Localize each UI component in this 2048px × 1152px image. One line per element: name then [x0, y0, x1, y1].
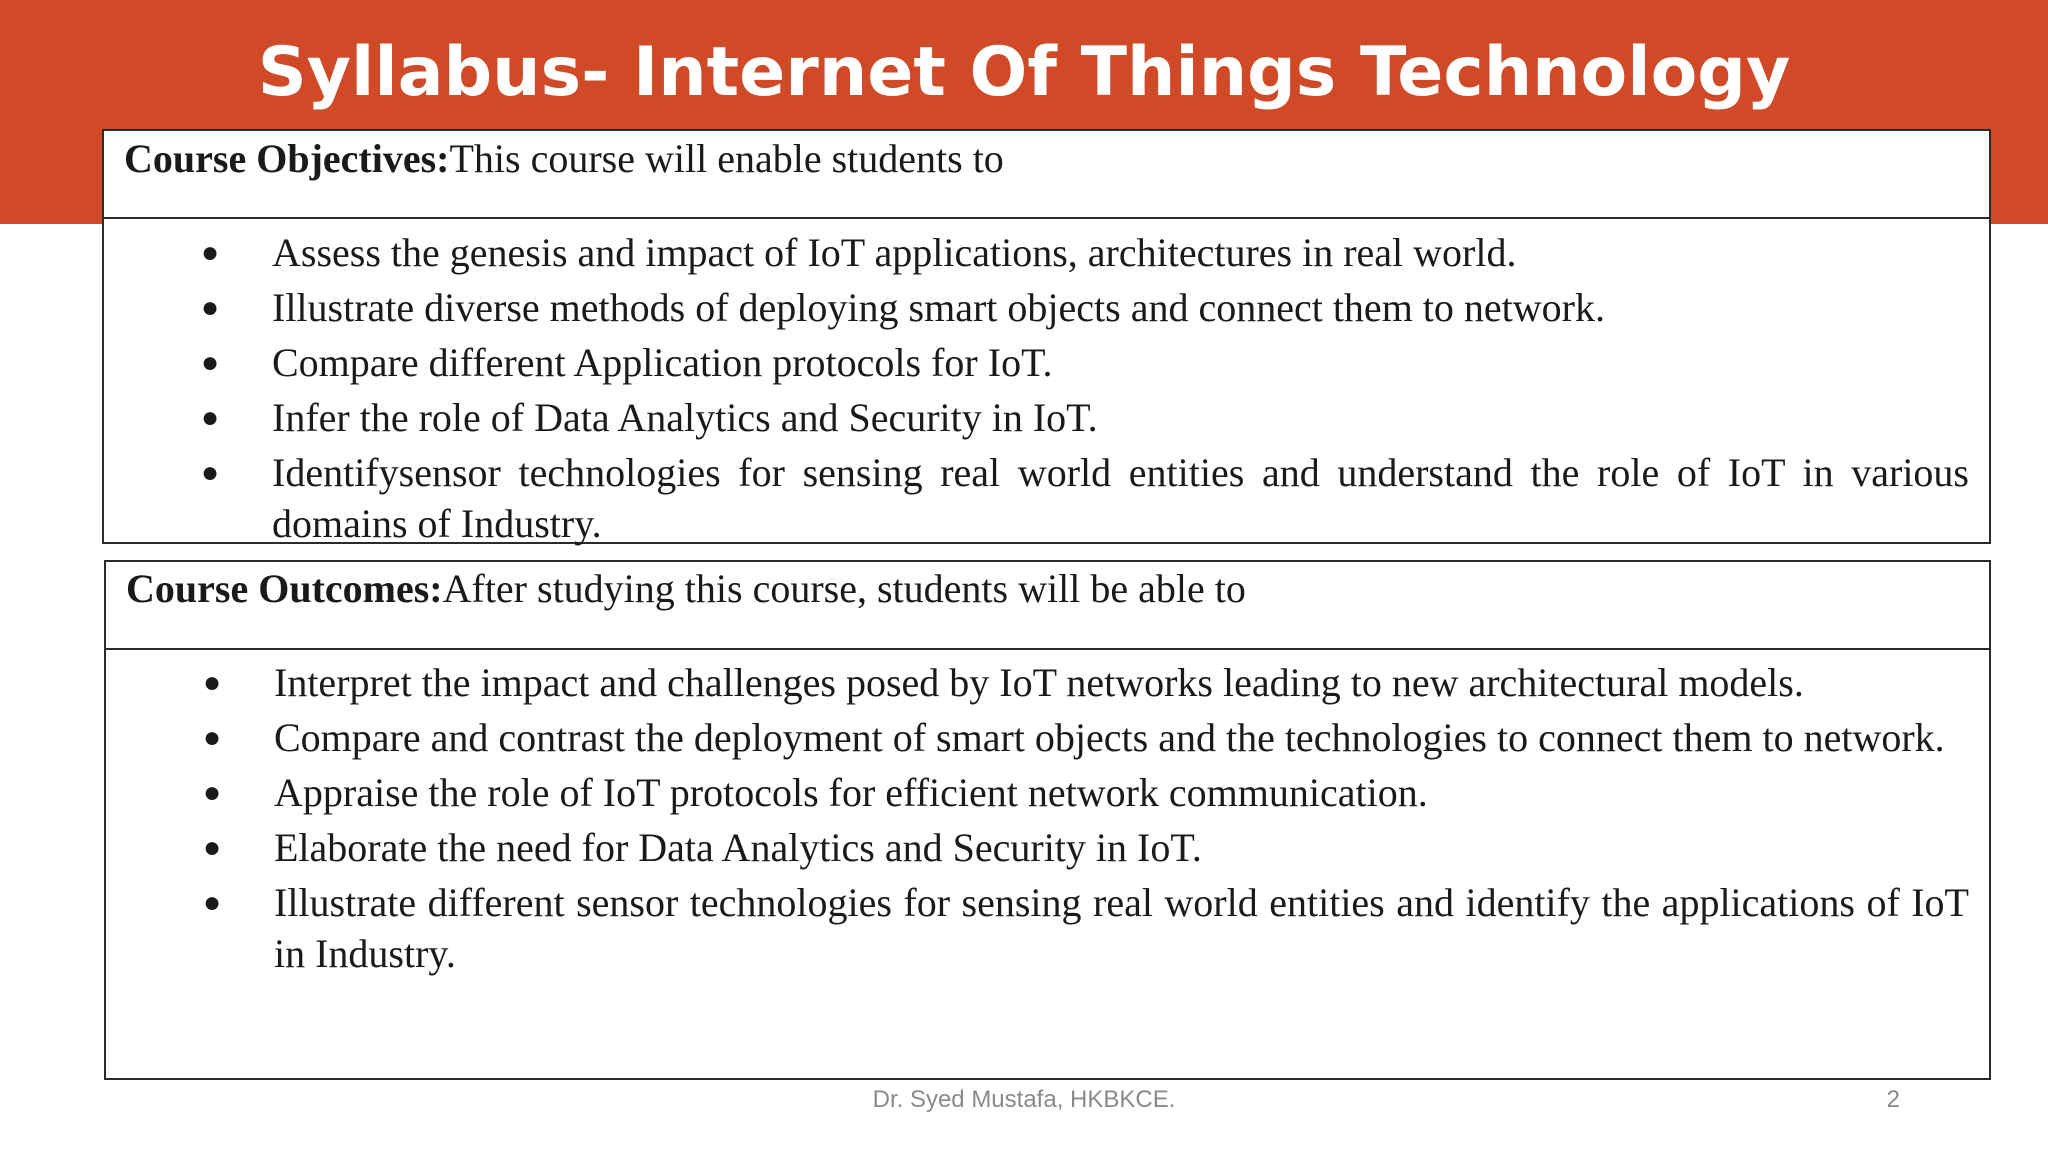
- slide-title: Syllabus- Internet Of Things Technology: [257, 33, 1791, 112]
- objective-item: [104, 447, 1989, 549]
- objective-item: [104, 337, 1989, 388]
- course-outcomes-intro: After studying this course, students will be able to: [442, 566, 1246, 611]
- bullet-icon: ●: [200, 346, 220, 379]
- course-objectives-heading: Course Objectives:: [124, 136, 450, 181]
- outcome-item: [106, 657, 1989, 708]
- outcome-item-text: Elaborate the need for Data Analytics and Security in IoT.: [274, 825, 1202, 870]
- outcome-item: [106, 877, 1989, 979]
- course-outcomes-heading: Course Outcomes:: [126, 566, 443, 611]
- bullet-icon: ●: [202, 666, 222, 699]
- outcome-item-text: Compare and contrast the deployment of smart objects and the technologies to connect them to network.: [274, 715, 1945, 760]
- objective-item: [104, 282, 1989, 333]
- objective-item-text: Compare different Application protocols for IoT.: [272, 340, 1053, 385]
- course-objectives-intro: This course will enable students to: [449, 136, 1004, 181]
- outcome-item: [106, 712, 1989, 763]
- bullet-icon: ●: [202, 721, 222, 754]
- course-objectives-heading-row: [104, 131, 1989, 219]
- bullet-icon: ●: [200, 236, 220, 269]
- bullet-icon: ●: [202, 886, 222, 919]
- objective-item-text: Assess the genesis and impact of IoT applications, architectures in real world.: [272, 230, 1517, 275]
- outcome-item-text: Interpret the impact and challenges posed by IoT networks leading to new architectural models.: [274, 660, 1804, 705]
- course-objectives-box: [102, 129, 1991, 544]
- objective-item: [104, 392, 1989, 443]
- bullet-icon: ●: [200, 291, 220, 324]
- course-outcomes-list: [106, 657, 1989, 983]
- objective-item: [104, 227, 1989, 278]
- bullet-icon: ●: [202, 776, 222, 809]
- bullet-icon: ●: [200, 401, 220, 434]
- course-outcomes-heading-row: [106, 562, 1989, 650]
- page-number: 2: [1886, 1086, 1900, 1113]
- objective-item-text: Identifysensor technologies for sensing real world entities and understand the role of IoT in various domains of Industry.: [272, 450, 1969, 546]
- outcome-item: [106, 767, 1989, 818]
- course-outcomes-box: [104, 560, 1991, 1080]
- outcome-item: [106, 822, 1989, 873]
- outcome-item-text: Appraise the role of IoT protocols for efficient network communication.: [274, 770, 1428, 815]
- bullet-icon: ●: [200, 456, 220, 489]
- objective-item-text: Illustrate diverse methods of deploying smart objects and connect them to network.: [272, 285, 1605, 330]
- objective-item-text: Infer the role of Data Analytics and Security in IoT.: [272, 395, 1098, 440]
- course-objectives-list: [104, 227, 1989, 553]
- bullet-icon: ●: [202, 831, 222, 864]
- outcome-item-text: Illustrate different sensor technologies for sensing real world entities and identify the applications of IoT in Industry.: [274, 880, 1969, 976]
- footer-author: Dr. Syed Mustafa, HKBKCE.: [872, 1086, 1176, 1113]
